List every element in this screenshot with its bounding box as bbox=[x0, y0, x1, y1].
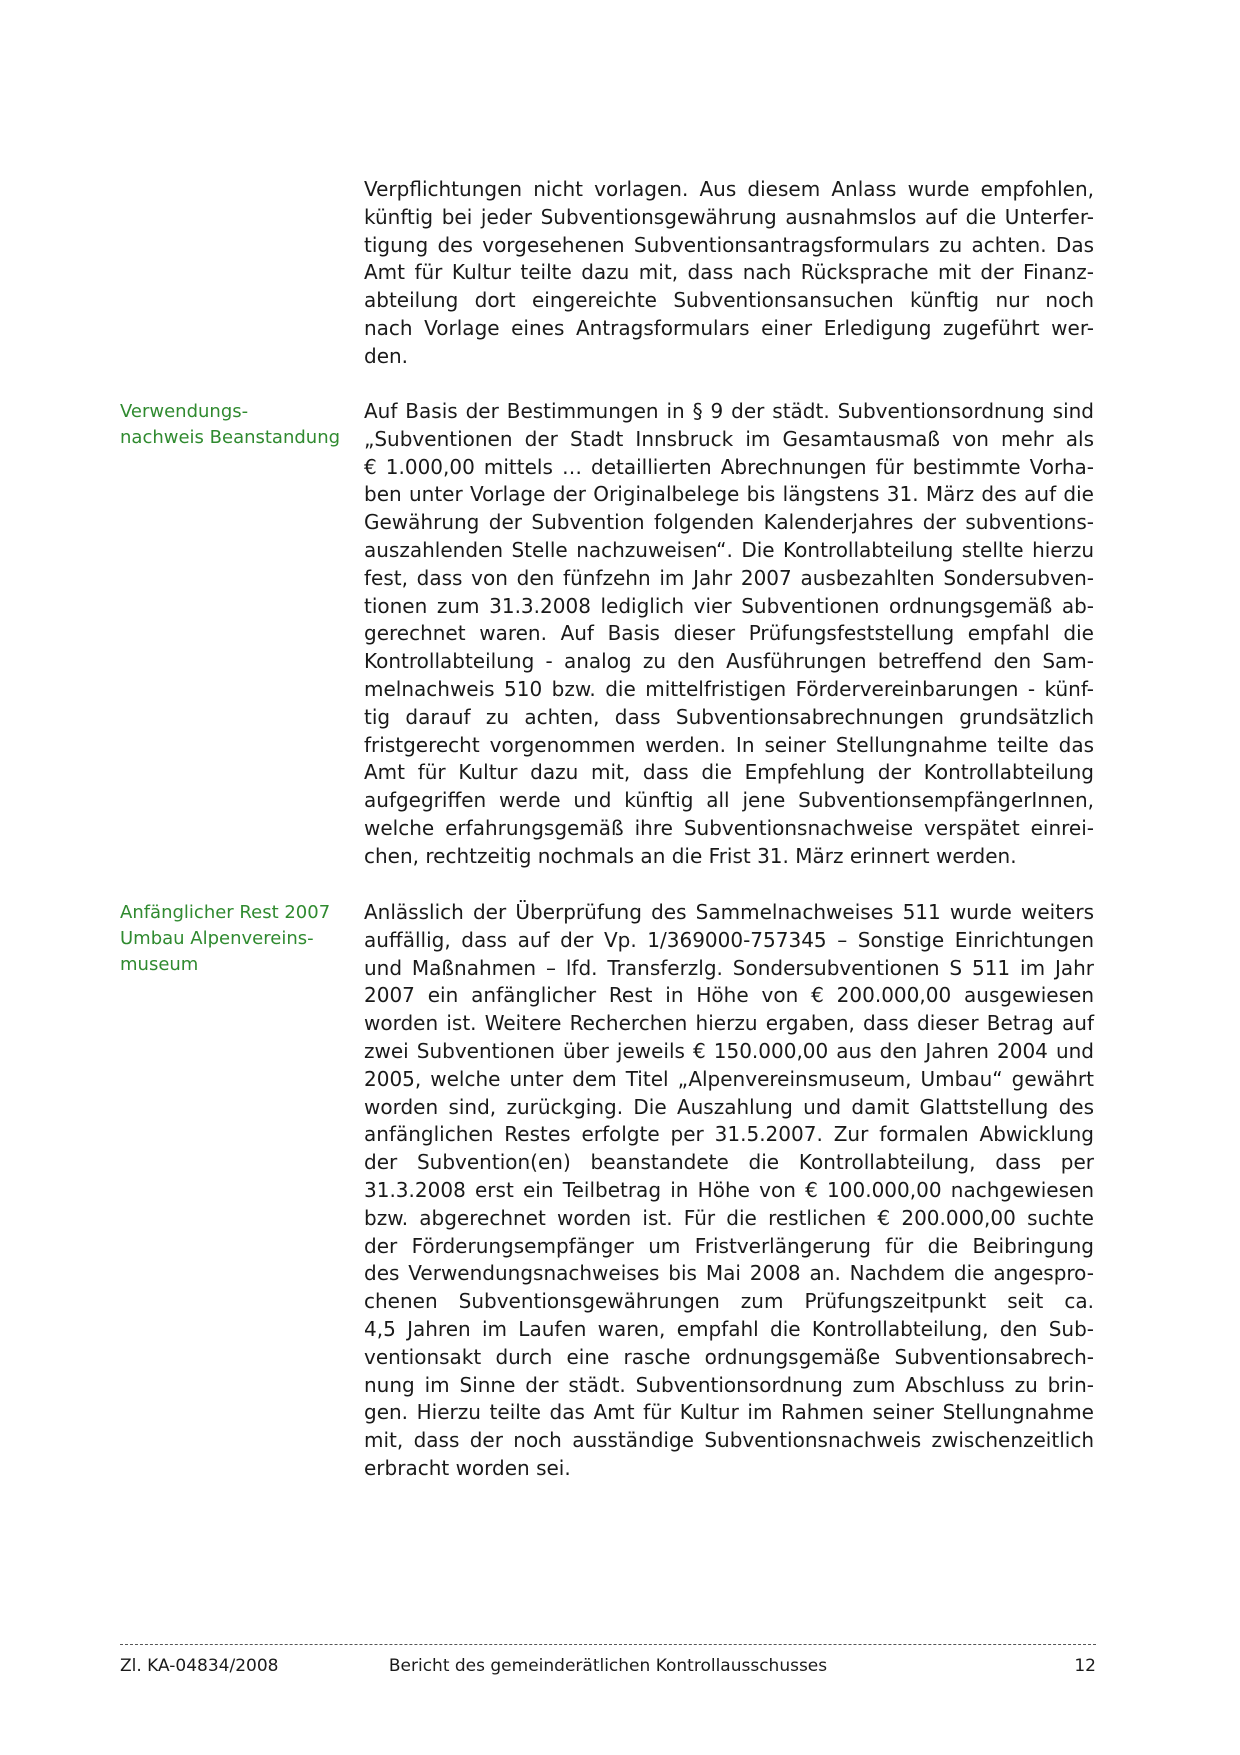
text-line: 2005, welche unter dem Titel „Alpenvereinsmuseum, Umbau“ gewährt bbox=[364, 1066, 1094, 1091]
text-line: ben unter Vorlage der Originalbelege bis längstens 31. März des auf die bbox=[364, 482, 1094, 507]
text-line: den. bbox=[364, 343, 409, 368]
text-line: mit, dass der noch ausständige Subventionsnachweis zwischenzeitlich bbox=[364, 1428, 1094, 1453]
text-line: der Förderungsempfänger um Fristverlängerung für die Beibringung bbox=[364, 1233, 1094, 1258]
text-line: „Subventionen der Stadt Innsbruck im Gesamtausmaß von mehr als bbox=[364, 426, 1094, 451]
text-line: 31.3.2008 erst ein Teilbetrag in Höhe von € 100.000,00 nachgewiesen bbox=[364, 1177, 1094, 1202]
text-line: tigung des vorgesehenen Subventionsantragsformulars zu achten. Das bbox=[364, 232, 1094, 257]
text-line: der Subvention(en) beanstandete die Kontrollabteilung, dass per bbox=[364, 1150, 1094, 1175]
text-line: worden ist. Weitere Recherchen hierzu ergaben, dass dieser Betrag auf bbox=[364, 1011, 1094, 1036]
text-line: gerechnet waren. Auf Basis dieser Prüfungsfeststellung empfahl die bbox=[364, 621, 1094, 646]
margin-heading-line: Verwendungs- bbox=[120, 401, 249, 422]
text-line: künftig bei jeder Subventionsgewährung ausnahmslos auf die Unterfer- bbox=[364, 204, 1094, 229]
text-line: Kontrollabteilung - analog zu den Ausführungen betreffend den Sam- bbox=[364, 649, 1094, 674]
text-line: anfänglichen Restes erfolgte per 31.5.2007. Zur formalen Abwicklung bbox=[364, 1122, 1094, 1147]
margin-heading-anfaenglicher-rest bbox=[120, 900, 350, 978]
text-line: auszahlenden Stelle nachzuweisen“. Die Kontrollabteilung stellte hierzu bbox=[364, 537, 1094, 562]
text-line: zwei Subventionen über jeweils € 150.000,00 aus den Jahren 2004 und bbox=[364, 1038, 1094, 1063]
text-line: tig darauf zu achten, dass Subventionsabrechnungen grundsätzlich bbox=[364, 704, 1094, 729]
text-line: Auf Basis der Bestimmungen in § 9 der städt. Subventionsordnung sind bbox=[364, 399, 1094, 423]
text-line: auffällig, dass auf der Vp. 1/369000-757345 – Sonstige Einrichtungen bbox=[364, 927, 1094, 952]
text-line: Verpflichtungen nicht vorlagen. Aus diesem Anlass wurde empfohlen, bbox=[364, 177, 1094, 201]
text-line: fristgerecht vorgenommen werden. In seiner Stellungnahme teilte das bbox=[364, 732, 1094, 757]
text-line: ventionsakt durch eine rasche ordnungsgemäße Subventionsabrech- bbox=[364, 1344, 1094, 1369]
margin-heading-verwendungsnachweis bbox=[120, 399, 350, 451]
text-line: nung im Sinne der städt. Subventionsordnung zum Abschluss zu brin- bbox=[364, 1372, 1094, 1397]
text-line: Anlässlich der Überprüfung des Sammelnachweises 511 wurde weiters bbox=[364, 900, 1094, 924]
footer-divider bbox=[120, 1644, 1096, 1645]
margin-heading-line: Umbau Alpenvereins- bbox=[120, 928, 314, 949]
paragraph-2 bbox=[364, 398, 1094, 871]
text-line: fest, dass von den fünfzehn im Jahr 2007 ausbezahlten Sondersubven- bbox=[364, 565, 1094, 590]
text-line: des Verwendungsnachweises bis Mai 2008 an. Nachdem die angespro- bbox=[364, 1261, 1094, 1286]
margin-heading-line: museum bbox=[120, 954, 199, 975]
text-line: erbracht worden sei. bbox=[364, 1455, 571, 1480]
text-line: 2007 ein anfänglicher Rest in Höhe von € 200.000,00 ausgewiesen bbox=[364, 983, 1094, 1008]
footer-title: Bericht des gemeinderätlichen Kontrollausschusses bbox=[388, 1656, 828, 1676]
text-line: Gewährung der Subvention folgenden Kalenderjahres der subventions- bbox=[364, 510, 1094, 535]
text-line: € 1.000,00 mittels … detaillierten Abrechnungen für bestimmte Vorha- bbox=[364, 454, 1094, 479]
text-line: Amt für Kultur teilte dazu mit, dass nach Rücksprache mit der Finanz- bbox=[364, 260, 1094, 285]
text-line: nach Vorlage eines Antragsformulars einer Erledigung zugeführt wer- bbox=[364, 315, 1094, 340]
margin-heading-line: Anfänglicher Rest 2007 bbox=[120, 902, 331, 923]
text-line: abteilung dort eingereichte Subventionsansuchen künftig nur noch bbox=[364, 288, 1094, 313]
text-line: welche erfahrungsgemäß ihre Subventionsnachweise verspätet einrei- bbox=[364, 815, 1094, 840]
margin-heading-line: nachweis Beanstandung bbox=[120, 427, 341, 448]
paragraph-1 bbox=[364, 176, 1094, 371]
footer-reference: Zl. KA-04834/2008 bbox=[120, 1656, 279, 1676]
page-number: 12 bbox=[1074, 1656, 1096, 1676]
text-line: 4,5 Jahren im Laufen waren, empfahl die Kontrollabteilung, den Sub- bbox=[364, 1316, 1094, 1341]
text-line: gen. Hierzu teilte das Amt für Kultur im Rahmen seiner Stellungnahme bbox=[364, 1400, 1094, 1425]
text-line: worden sind, zurückging. Die Auszahlung und damit Glattstellung des bbox=[364, 1094, 1094, 1119]
page-footer bbox=[120, 1654, 1096, 1678]
text-line: Amt für Kultur dazu mit, dass die Empfehlung der Kontrollabteilung bbox=[364, 760, 1094, 785]
text-line: melnachweis 510 bzw. die mittelfristigen Fördervereinbarungen - künf- bbox=[364, 676, 1094, 701]
paragraph-3 bbox=[364, 899, 1094, 1483]
text-line: aufgegriffen werde und künftig all jene SubventionsempfängerInnen, bbox=[364, 788, 1094, 813]
text-line: und Maßnahmen – lfd. Transferzlg. Sondersubventionen S 511 im Jahr bbox=[364, 955, 1094, 980]
text-line: tionen zum 31.3.2008 lediglich vier Subventionen ordnungsgemäß ab- bbox=[364, 593, 1094, 618]
text-line: chen, rechtzeitig nochmals an die Frist 31. März erinnert werden. bbox=[364, 843, 1017, 868]
text-line: chenen Subventionsgewährungen zum Prüfungszeitpunkt seit ca. bbox=[364, 1289, 1094, 1314]
text-line: bzw. abgerechnet worden ist. Für die restlichen € 200.000,00 suchte bbox=[364, 1205, 1094, 1230]
